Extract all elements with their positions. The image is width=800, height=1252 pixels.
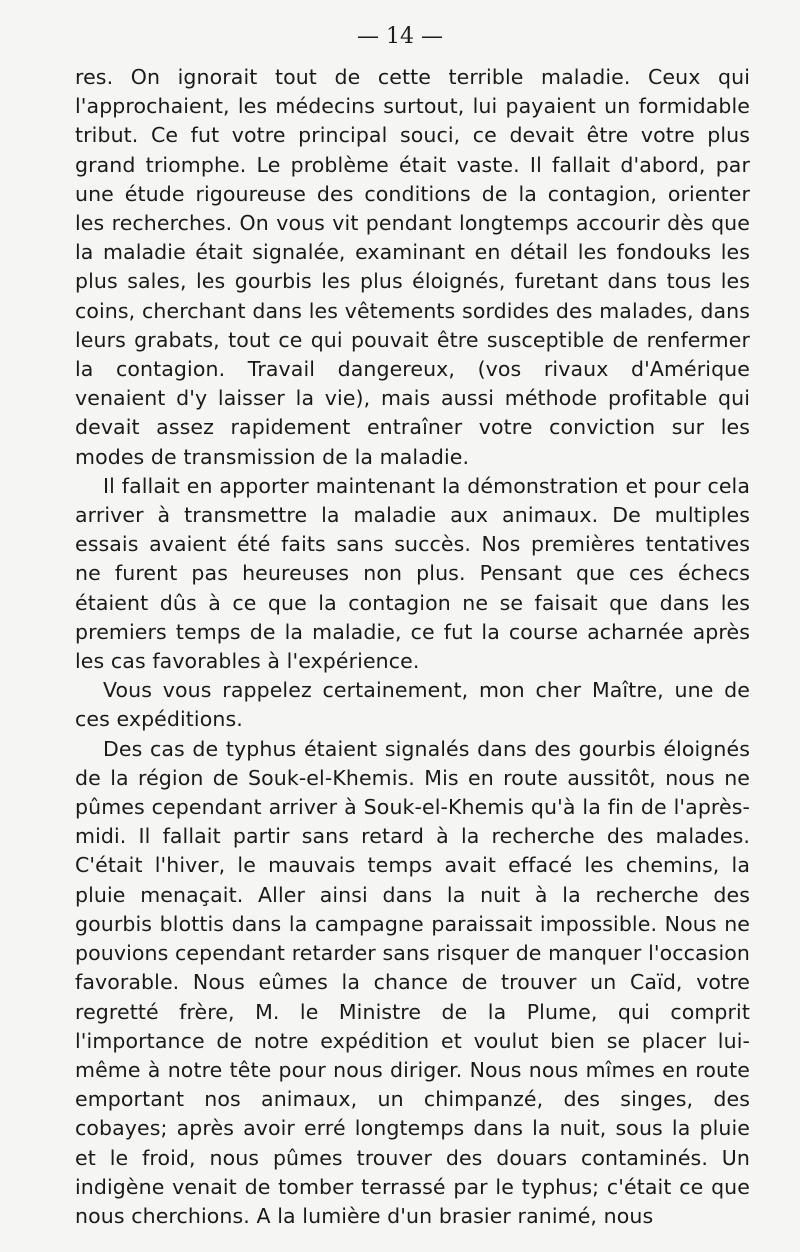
paragraph: Il fallait en apporter maintenant la démonstration et pour cela arriver à transmettre la maladie aux animaux. De multiples essais avaient été faits sans succès. Nos premières tentatives ne furent pas heureuses non plus. Pensant que ces échecs étaient dûs à ce que la contagion ne se faisait que dans les premiers temps de la maladie, ce fut la course acharnée après les cas favorables à l'expérience. [75, 473, 750, 674]
paragraph: res. On ignorait tout de cette terrible maladie. Ceux qui l'approchaient, les médecins surtout, lui payaient un formidable tribut. Ce fut votre principal souci, ce devait être votre plus grand triomphe. Le problème était vaste. Il fallait d'abord, par une étude rigoureuse des conditions de la contagion, orienter les recherches. On vous vit pendant longtemps accourir dès que la maladie était signalée, examinant en détail les fondouks les plus sales, les gourbis les plus éloignés, furetant dans tous les coins, cherchant dans les vêtements sordides des malades, dans leurs grabats, tout ce qui pouvait être susceptible de renfermer la contagion. Travail dangereux, (vos rivaux d'Amérique venaient d'y laisser la vie), mais aussi méthode profitable qui devait assez rapidement entraîner votre conviction sur les modes de transmission de la maladie. [75, 65, 750, 469]
body-text [75, 63, 750, 1231]
paragraph: Des cas de typhus étaient signalés dans des gourbis éloignés de la région de Souk-el-Khemis. Mis en route aussitôt, nous ne pûmes cependant arriver à Souk-el-Khemis qu'à la fin de l'après-midi. Il fallait partir sans retard à la recherche des malades. C'était l'hiver, le mauvais temps avait effacé les chemins, la pluie menaçait. Aller ainsi dans la nuit à la recherche des gourbis blottis dans la campagne paraissait impossible. Nous ne pouvions cependant retarder sans risquer de manquer l'occasion favorable. Nous eûmes la chance de trouver un Caïd, votre regretté frère, M. le Ministre de la Plume, qui comprit l'importance de notre expédition et voulut bien se placer lui-même à notre tête pour nous diriger. Nous nous mîmes en route emportant nos animaux, un chimpanzé, des singes, des cobayes; après avoir erré longtemps dans la nuit, sous la pluie et le froid, nous pûmes trouver des douars contaminés. Un indigène venait de tomber terrassé par le typhus; c'était ce que nous cherchions. A la lumière d'un brasier ranimé, nous [75, 736, 750, 1228]
paragraph: Vous vous rappelez certainement, mon cher Maître, une de ces expéditions. [75, 678, 750, 732]
page-number: — 14 — [357, 24, 443, 49]
